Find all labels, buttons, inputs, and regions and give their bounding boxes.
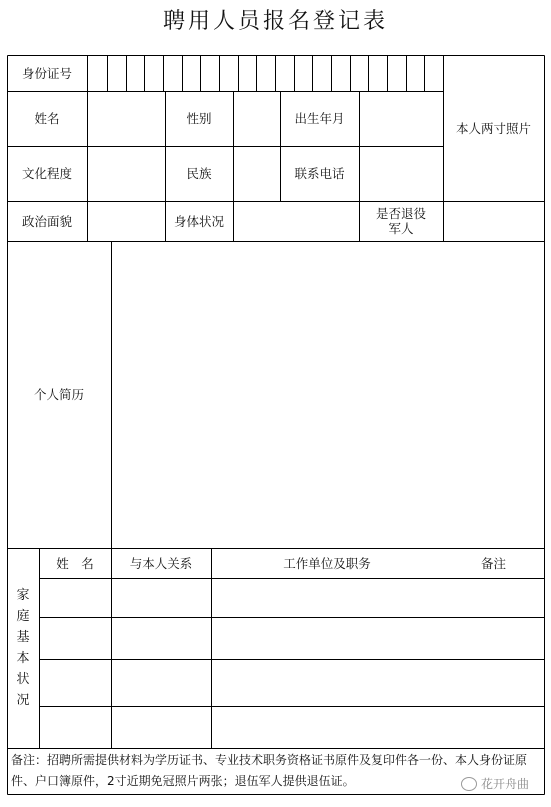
phone-field[interactable]	[359, 146, 443, 201]
health-field[interactable]	[233, 201, 359, 241]
phone-label: 联系电话	[294, 166, 345, 181]
health-label: 身体状况	[173, 213, 224, 229]
resume-label: 个人简历	[33, 387, 84, 402]
political-label: 政治面貌	[21, 213, 72, 229]
id-number-boxes[interactable]	[87, 55, 443, 91]
wechat-icon	[461, 777, 477, 791]
family-row[interactable]	[39, 617, 544, 659]
veteran-label: 是否退役军人	[375, 206, 426, 236]
family-header-relation: 与本人关系	[129, 555, 193, 571]
family-row[interactable]	[39, 659, 544, 706]
ethnicity-field[interactable]	[233, 146, 280, 201]
photo-area[interactable]	[443, 55, 544, 201]
ethnicity-label: 民族	[186, 166, 212, 181]
veteran-field[interactable]	[443, 201, 544, 241]
family-row[interactable]	[39, 578, 544, 617]
family-row[interactable]	[39, 706, 544, 748]
birth-label: 出生年月	[294, 111, 345, 126]
id-number-label: 身份证号	[21, 65, 72, 81]
resume-field[interactable]	[111, 241, 544, 548]
family-header-workplace: 工作单位及职务	[283, 555, 371, 571]
note-text: 备注：招聘所需提供材料为学历证书、专业技术职务资格证书原件及复印件各一份、本人身份证原件、户口簿原件，2寸近期免冠照片两张；退伍军人提供退伍证。	[11, 753, 528, 788]
family-section-label: 家 庭 基 本 状 况	[16, 588, 30, 708]
form-title: 聘用人员报名登记表	[162, 9, 388, 34]
photo-label: 本人两寸照片	[455, 120, 531, 136]
gender-label: 性别	[186, 111, 212, 126]
education-label: 文化程度	[21, 166, 72, 181]
family-header-remark: 备注	[480, 555, 506, 571]
name-label: 姓名	[34, 111, 60, 126]
education-field[interactable]	[87, 146, 165, 201]
name-field[interactable]	[87, 91, 165, 146]
gender-field[interactable]	[233, 91, 280, 146]
birth-field[interactable]	[359, 91, 443, 146]
political-field[interactable]	[87, 201, 165, 241]
family-header-name: 姓 名	[56, 555, 94, 571]
watermark: 花开舟曲	[461, 775, 529, 792]
